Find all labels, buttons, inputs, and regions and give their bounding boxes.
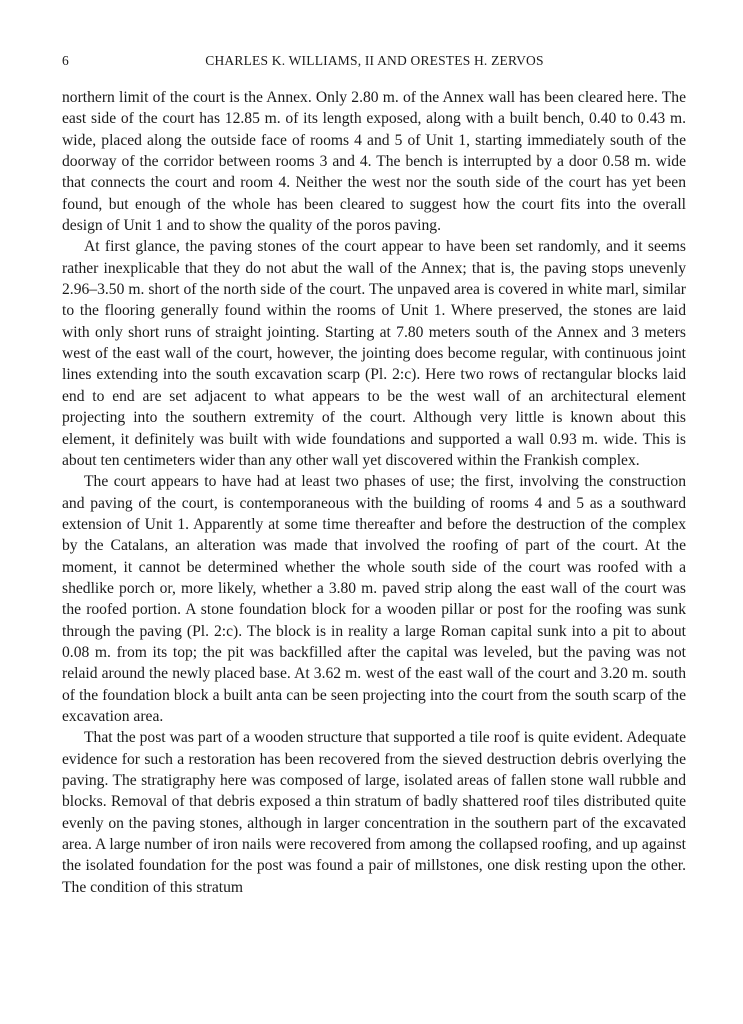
paragraph: That the post was part of a wooden structure that supported a tile roof is quite evident. Adequate evidence for such a restoration has been recovered from the sieved destruction debris overlying the paving. The stratigraphy here was composed of large, isolated areas of fallen stone wall rubble and blocks. Removal of that debris exposed a thin stratum of badly shattered roof tiles distributed quite evenly on the paving stones, although in larger concentration in the southern part of the excavated area. A large number of iron nails were recovered from among the collapsed roofing, and up against the isolated foundation for the post was found a pair of millstones, one disk resting upon the other. The condition of this stratum	[62, 729, 686, 896]
paragraph: northern limit of the court is the Annex. Only 2.80 m. of the Annex wall has been cleared here. The east side of the court has 12.85 m. of its length exposed, along with a built bench, 0.40 to 0.43 m. wide, placed along the outside face of rooms 4 and 5 of Unit 1, starting immediately south of the doorway of the corridor between rooms 3 and 4. The bench is interrupted by a door 0.58 m. wide that connects the court and room 4. Neither the west nor the south side of the court has yet been found, but enough of the whole has been cleared to suggest how the court fits into the overall design of Unit 1 and to show the quality of the poros paving.	[62, 89, 686, 235]
running-head-authors: CHARLES K. WILLIAMS, II AND ORESTES H. ZERVOS	[205, 53, 544, 68]
running-head	[62, 53, 687, 73]
body-text	[62, 87, 686, 898]
page-number: 6	[62, 53, 69, 68]
paragraph: The court appears to have had at least two phases of use; the first, involving the construction and paving of the court, is contemporaneous with the building of rooms 4 and 5 as a southward extension of Unit 1. Apparently at some time thereafter and before the destruction of the complex by the Catalans, an alteration was made that involved the roofing of part of the court. At the moment, it cannot be determined whether the whole south side of the court was roofed with a shedlike porch or, more likely, whether a 3.80 m. paved strip along the east wall of the court was the roofed portion. A stone foundation block for a wooden pillar or post for the roofing was sunk through the paving (Pl. 2:c). The block is in reality a large Roman capital sunk into a pit to about 0.08 m. from its top; the pit was backfilled after the capital was leveled, but the paving was not relaid around the newly placed base. At 3.62 m. west of the east wall of the court and 3.20 m. south of the foundation block a built anta can be seen projecting into the court from the south scarp of the excavation area.	[62, 473, 686, 725]
paragraph: At first glance, the paving stones of the court appear to have been set randomly, and it seems rather inexplicable that they do not abut the wall of the Annex; that is, the paving stops unevenly 2.96–3.50 m. short of the north side of the court. The unpaved area is covered in white marl, similar to the flooring generally found within the rooms of Unit 1. Where preserved, the stones are laid with only short runs of straight jointing. Starting at 7.80 meters south of the Annex and 3 meters west of the east wall of the court, however, the jointing does become regular, with continuous joint lines extending into the south excavation scarp (Pl. 2:c). Here two rows of rectangular blocks laid end to end are set adjacent to what appears to be the west wall of an architectural element projecting into the southern extremity of the court. Although very little is known about this element, it definitely was built with wide foundations and supported a wall 0.93 m. wide. This is about ten centimeters wider than any other wall yet discovered within the Frankish complex.	[62, 238, 686, 469]
